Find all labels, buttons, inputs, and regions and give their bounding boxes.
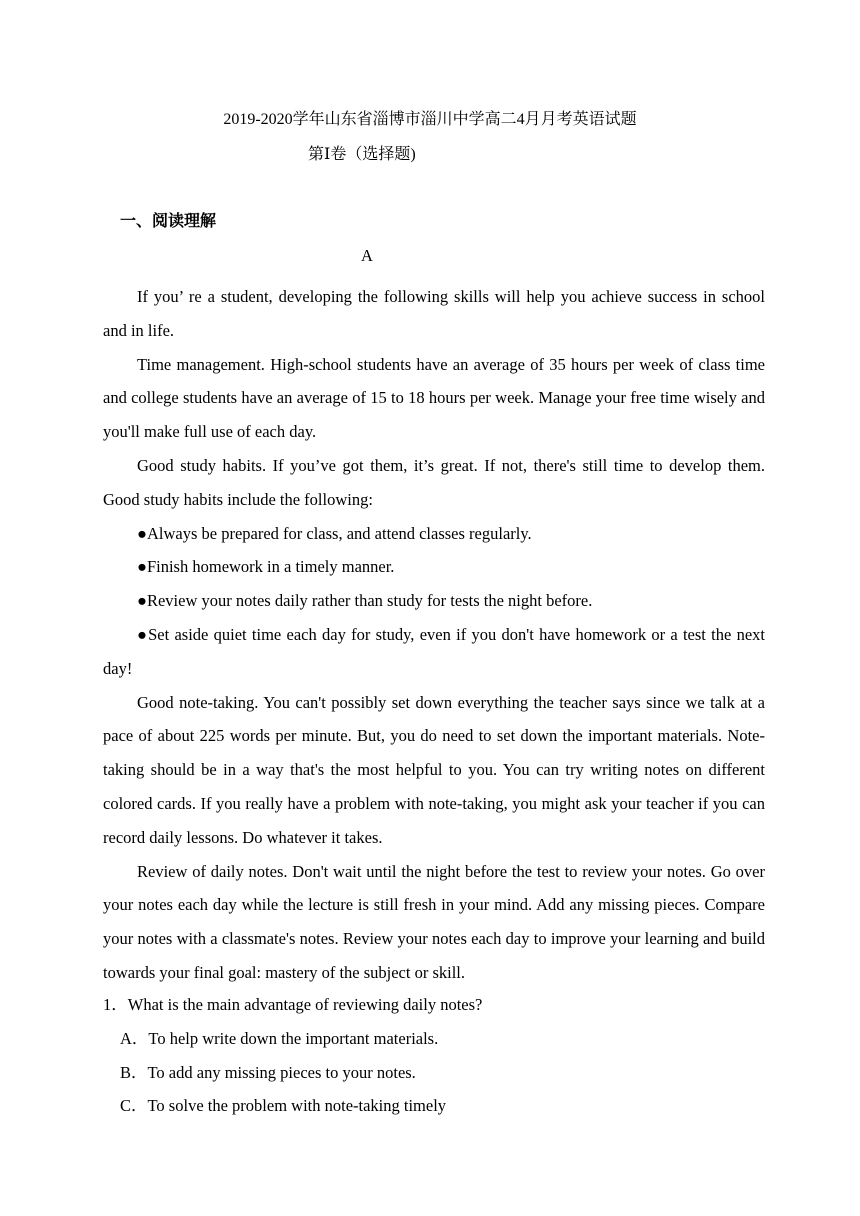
passage-paragraph: Good study habits. If you’ve got them, it’s great. If not, there's still time to develop them. Good study habits include the following: <box>103 455 765 509</box>
bullet-item: ●Finish homework in a timely manner. <box>137 557 395 577</box>
passage-paragraph: Review of daily notes. Don't wait until the night before the test to review your notes. Go over your notes each day while the lecture is still fresh in your mind. Add any missing pieces. Compare your notes with a classmate's notes. Review your notes each day to improve your learning and build towards your final goal: mastery of the subject or skill. <box>103 861 765 982</box>
bullet-item: ●Set aside quiet time each day for study, even if you don't have homework or a test the next day! <box>103 624 765 678</box>
question-block <box>103 988 765 1123</box>
passage-paragraph: Good note-taking. You can't possibly set down everything the teacher says since we talk at a pace of about 225 words per minute. But, you do need to set down the important materials. Note-taking should be in a way that's the most helpful to you. You can try writing notes on different colored cards. If you really have a problem with note-taking, you might ask your teacher if you can record daily lessons. Do whatever it takes. <box>103 692 765 847</box>
answer-option-c: C．To solve the problem with note-taking timely <box>120 1096 447 1116</box>
passage-body <box>103 280 765 990</box>
bullet-item: ●Always be prepared for class, and attend classes regularly. <box>137 523 532 543</box>
question-stem: 1．What is the main advantage of reviewing daily notes? <box>103 995 483 1014</box>
bullet-item: ●Review your notes daily rather than study for tests the night before. <box>137 591 593 611</box>
answer-option-b: B．To add any missing pieces to your notes. <box>120 1062 416 1082</box>
passage-label: A <box>361 246 373 265</box>
section-heading: 一、阅读理解 <box>120 213 217 230</box>
exam-title: 2019-2020学年山东省淄博市淄川中学高二4月月考英语试题 <box>223 111 637 128</box>
passage-paragraph: If you’ re a student, developing the following skills will help you achieve success in school and in life. <box>103 287 765 340</box>
passage-paragraph: Time management. High-school students have an average of 35 hours per week of class time and college students have an average of 15 to 18 hours per week. Manage your free time wisely and you'll make full use of each day. <box>103 354 765 442</box>
answer-option-a: A．To help write down the important materials. <box>120 1028 439 1048</box>
exam-subtitle: 第Ⅰ卷（选择题) <box>308 146 416 163</box>
